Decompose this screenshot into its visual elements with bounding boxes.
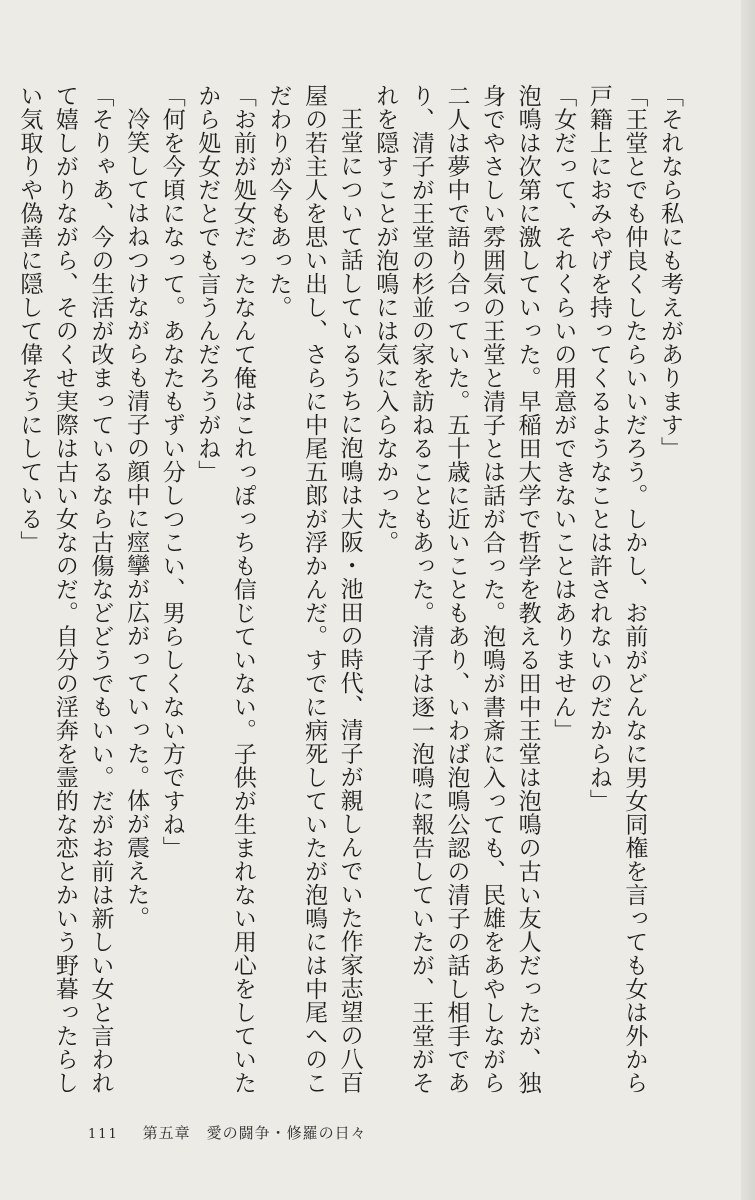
paragraph-5: 王堂について話しているうちに泡鳴は大阪・池田の時代、清子が親しんでいた作家志望の八百屋の若主人を思い出し、さらに中尾五郎が浮かんだ。すでに病死していたが泡鳴には中尾へのこだわりが今もあった。 — [265, 84, 363, 1095]
page-footer — [88, 1122, 367, 1143]
paragraph-9: 「そりゃあ、今の生活が改まっているなら古傷などどうでもいい。だがお前は新しい女と言われて嬉しがりながら、そのくせ実際は古い女なのだ。自分の淫奔を霊的な恋とかいう野暮ったらしい気取りや偽善に隠して偉そうにしている」 — [16, 84, 114, 1095]
chapter-title: 第五章 愛の闘争・修羅の日々 — [142, 1124, 367, 1142]
paragraph-8: 冷笑してはねつけながらも清子の顔中に痙攣が広がっていった。体が震えた。 — [123, 107, 150, 930]
page-edge — [741, 0, 755, 1200]
paragraph-3: 「女だって、それくらいの用意ができないことはありません」 — [550, 84, 577, 742]
paragraph-6: 「お前が処女だったなんて俺はこれっぽっちも信じていない。子供が生まれない用心をしていたから処女だとでも言うんだろうがね」 — [194, 84, 256, 1095]
page-number: 111 — [88, 1127, 119, 1142]
paragraph-7: 「何を今頃になって。あなたもずい分しつこい、男らしくない方ですね」 — [158, 84, 185, 860]
paragraph-1: 「それなら私にも考えがあります」 — [657, 84, 683, 460]
vertical-body-text — [16, 84, 687, 1104]
paragraph-4: 泡鳴は次第に激していった。早稲田大学で哲学を教える田中王堂は泡鳴の古い友人だったが、独身でやさしい雰囲気の王堂と清子とは話が合った。泡鳴が書斎に入っても、民雄をあやしながら二人は夢中で語り合っていた。五十歳に近いこともあり、いわば泡鳴公認の清子の話し相手であり、清子が王堂の杉並の家を訪ねることもあった。清子は逐一泡鳴に報告していたが、王堂がそれを隠すことが泡鳴には気に入らなかった。 — [372, 84, 541, 1095]
paragraph-2: 「王堂とでも仲良くしたらいいだろう。しかし、お前がどんなに男女同権を言っても女は外から戸籍上におみやげを持ってくるようなことは許されないのだからね」 — [585, 84, 648, 1095]
